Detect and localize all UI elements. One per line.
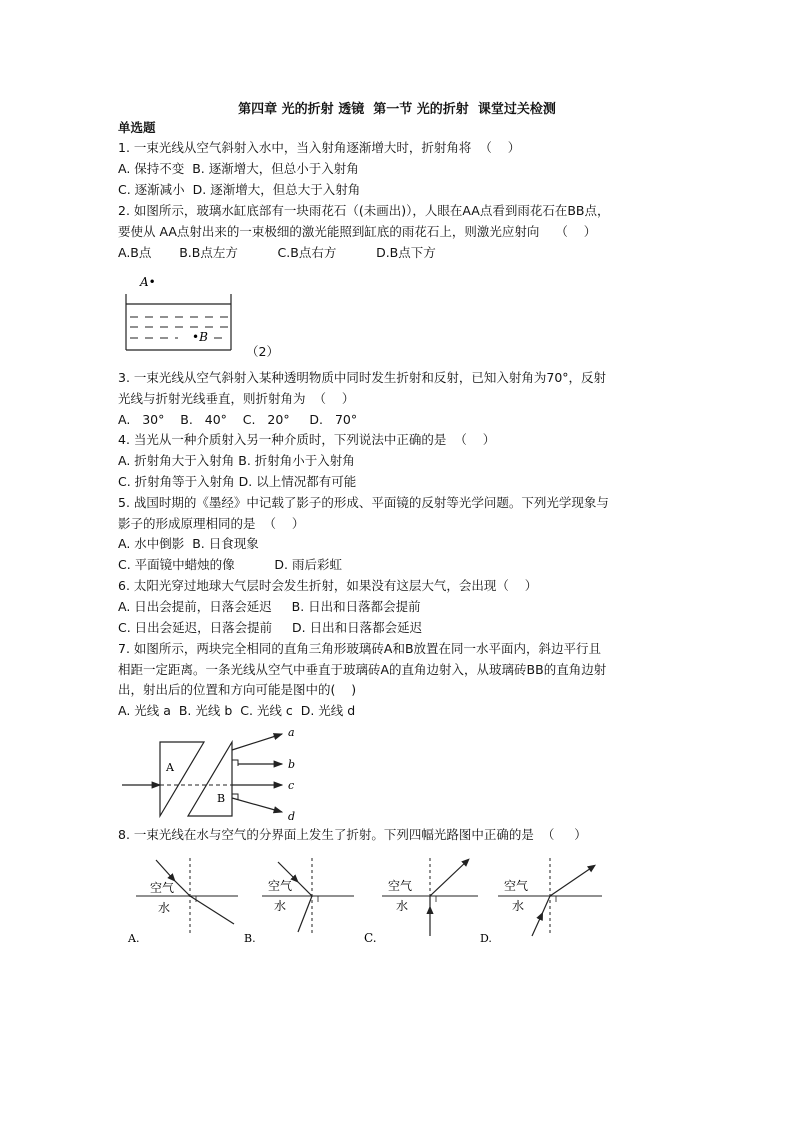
ray-a-label: a — [288, 726, 295, 739]
diagram-a-water: 水 — [158, 901, 171, 915]
diagram-b-label: B. — [244, 932, 256, 945]
diagram-c-water: 水 — [396, 899, 409, 913]
q8-stem: 8. 一束光线在水与空气的分界面上发生了折射。下列四幅光路图中正确的是 （ ） — [118, 827, 587, 842]
q5-stem-line1: 5. 战国时期的《墨经》中记载了影子的形成、平面镜的反射等光学问题。下列光学现象与 — [118, 495, 609, 510]
q4-options-cd: C. 折射角等于入射角 D. 以上情况都有可能 — [118, 474, 357, 489]
ray-a — [232, 734, 282, 750]
diagram-d-water: 水 — [512, 899, 525, 913]
q7-options: A. 光线 a B. 光线 b C. 光线 c D. 光线 d — [118, 703, 356, 718]
q3-options: A. 30° B. 40° C. 20° D. 70° — [118, 412, 358, 427]
diagram-c-air: 空气 — [388, 879, 413, 893]
ray-c-label: c — [288, 779, 295, 792]
q5-stem-line2: 影子的形成原理相同的是 （ ） — [118, 516, 305, 531]
q5-options-cd: C. 平面镜中蜡烛的像 D. 雨后彩虹 — [118, 557, 342, 572]
tank-label-a: A• — [140, 275, 156, 289]
q2-stem-line1: 2. 如图所示，玻璃水缸底部有一块雨花石（(未画出)），人眼在AA点看到雨花石在BB点， — [118, 203, 610, 218]
q4-stem: 4. 当光从一种介质射入另一种介质时，下列说法中正确的是 （ ） — [118, 432, 496, 447]
q2-stem-line2: 要使从 AA点射出来的一束极细的激光能照到缸底的雨花石上，则激光应射向 （ ） — [118, 224, 597, 239]
ray-d-label: d — [288, 810, 296, 823]
diagram-c — [364, 858, 478, 945]
page-title: 第四章 光的折射 透镜 第一节 光的折射 课堂过关检测 — [238, 102, 556, 117]
diagram-b-water: 水 — [274, 899, 287, 913]
q3-stem-line1: 3. 一束光线从空气斜射入某种透明物质中同时发生折射和反射，已知入射角为70°，反射 — [118, 370, 607, 385]
diagram-b — [244, 858, 354, 945]
q1-options-ab: A. 保持不变 B. 逐渐增大，但总小于入射角 — [118, 161, 359, 176]
diagram-b-air: 空气 — [268, 879, 293, 893]
q6-options-ab: A. 日出会提前，日落会延迟 B. 日出和日落都会提前 — [118, 599, 421, 614]
diagram-a-air: 空气 — [150, 881, 175, 895]
prism-b-label: B — [217, 792, 226, 805]
diagram-d-label: D. — [480, 932, 492, 945]
q1-stem: 1. 一束光线从空气斜射入水中，当入射角逐渐增大时，折射角将 （ ） — [118, 140, 521, 155]
q3-stem-line2: 光线与折射光线垂直，则折射角为 （ ） — [118, 391, 355, 406]
diagram-a — [127, 858, 238, 945]
q6-stem: 6. 太阳光穿过地球大气层时会发生折射，如果没有这层大气，会出现（ ） — [118, 578, 538, 593]
figure-prisms — [118, 726, 308, 824]
q2-options: A.B点 B.B点左方 C.B点右方 D.B点下方 — [118, 245, 436, 260]
diagram-a-label: A. — [128, 932, 140, 945]
ray-b-label: b — [288, 758, 296, 771]
tank-label-b: •B — [192, 330, 208, 344]
q7-stem-line2: 相距一定距离。一条光线从空气中垂直于玻璃砖A的直角边射入，从玻璃砖BB的直角边射 — [118, 662, 607, 677]
q7-stem-line3: 出，射出后的位置和方向可能是图中的( ) — [118, 682, 357, 697]
section-heading: 单选题 — [118, 120, 156, 135]
diagram-d-air: 空气 — [504, 879, 529, 893]
diagram-c-label: C. — [364, 931, 377, 945]
q1-options-cd: C. 逐渐减小 D. 逐渐增大，但总大于入射角 — [118, 182, 361, 197]
ray-d — [232, 798, 282, 812]
q5-options-ab: A. 水中倒影 B. 日食现象 — [118, 536, 259, 551]
prism-a-label: A — [166, 761, 174, 774]
q4-options-ab: A. 折射角大于入射角 B. 折射角小于入射角 — [118, 453, 355, 468]
q6-options-cd: C. 日出会延迟，日落会提前 D. 日出和日落都会延迟 — [118, 620, 423, 635]
fig2-caption: （2） — [246, 344, 279, 359]
diagram-d — [480, 858, 602, 945]
q7-stem-line1: 7. 如图所示，两块完全相同的直角三角形玻璃砖A和B放置在同一水平面内，斜边平行且 — [118, 641, 602, 656]
figure-refraction-options — [118, 852, 618, 948]
